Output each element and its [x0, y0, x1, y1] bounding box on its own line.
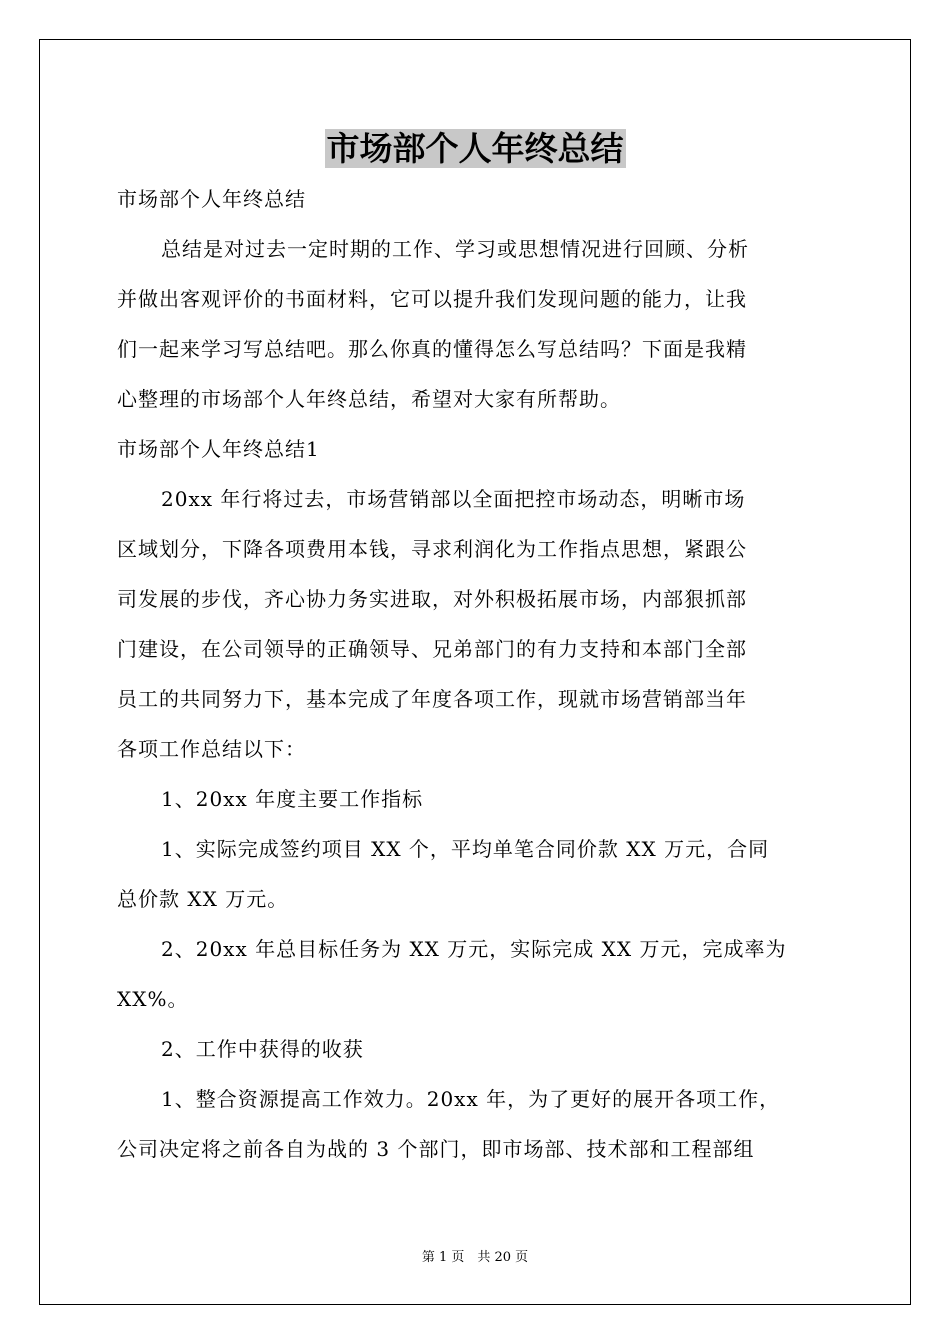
- page-number: 第 1 页 共 20 页: [421, 1250, 529, 1265]
- paragraph-line: 司发展的步伐，齐心协力务实进取，对外积极拓展市场，内部狠抓部: [117, 587, 747, 611]
- paragraph-line: 各项工作总结以下：: [117, 737, 306, 761]
- paragraph-line: 员工的共同努力下，基本完成了年度各项工作，现就市场营销部当年: [117, 687, 747, 711]
- paragraph-line: 20xx 年行将过去，市场营销部以全面把控市场动态，明晰市场: [161, 487, 746, 511]
- section-heading: 市场部个人年终总结1: [117, 437, 320, 461]
- paragraph-line: 并做出客观评价的书面材料，它可以提升我们发现问题的能力，让我: [117, 287, 747, 311]
- document-body: [117, 174, 837, 1174]
- page-footer: [0, 1248, 950, 1268]
- document-title: [0, 124, 950, 174]
- paragraph-line: 心整理的市场部个人年终总结，希望对大家有所帮助。: [117, 387, 621, 411]
- paragraph-line: 1、实际完成签约项目 XX 个，平均单笔合同价款 XX 万元，合同: [161, 837, 770, 861]
- paragraph-line: 2、20xx 年总目标任务为 XX 万元，实际完成 XX 万元，完成率为: [161, 937, 787, 961]
- document-title-text: 市场部个人年终总结: [326, 129, 624, 168]
- paragraph-line: 总价款 XX 万元。: [117, 887, 289, 911]
- list-heading: 1、20xx 年度主要工作指标: [161, 787, 424, 811]
- paragraph-line: 1、整合资源提高工作效力。20xx 年，为了更好的展开各项工作，: [161, 1087, 781, 1111]
- subtitle-line: 市场部个人年终总结: [117, 187, 306, 211]
- paragraph-line: 门建设，在公司领导的正确领导、兄弟部门的有力支持和本部门全部: [117, 637, 747, 661]
- paragraph-line: 区域划分，下降各项费用本钱，寻求利润化为工作指点思想，紧跟公: [117, 537, 747, 561]
- paragraph-line: XX%。: [117, 987, 189, 1011]
- paragraph-line: 总结是对过去一定时期的工作、学习或思想情况进行回顾、分析: [161, 237, 749, 261]
- paragraph-line: 们一起来学习写总结吧。那么你真的懂得怎么写总结吗？下面是我精: [117, 337, 747, 361]
- list-heading: 2、工作中获得的收获: [161, 1037, 364, 1061]
- paragraph-line: 公司决定将之前各自为战的 3 个部门，即市场部、技术部和工程部组: [117, 1137, 755, 1161]
